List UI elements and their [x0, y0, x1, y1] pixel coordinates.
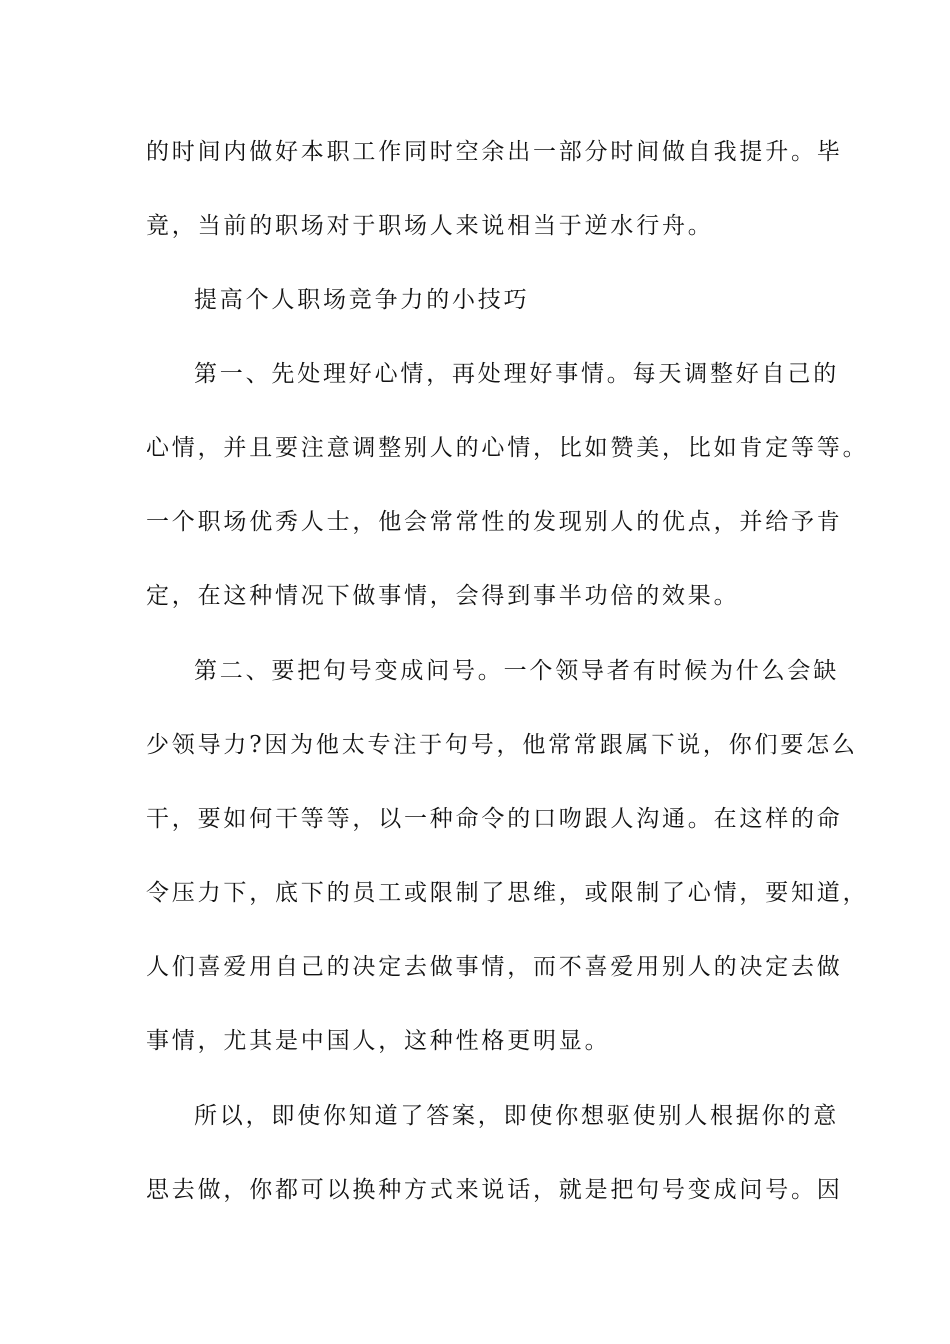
text-line: 令压力下，底下的员工或限制了思维，或限制了心情，要知道， [146, 880, 869, 906]
text-line: 思去做，你都可以换种方式来说话，就是把句号变成问号。因 [146, 1177, 843, 1203]
text-line: 事情，尤其是中国人，这种性格更明显。 [146, 1028, 611, 1054]
text-line: 一个职场优秀人士，他会常常性的发现别人的优点，并给予肯 [146, 509, 843, 535]
section-heading: 提高个人职场竞争力的小技巧 [194, 287, 530, 313]
text-line: 第一、先处理好心情，再处理好事情。每天调整好自己的 [194, 361, 839, 387]
text-line: 心情，并且要注意调整别人的心情，比如赞美，比如肯定等等。 [146, 435, 869, 461]
text-line: 竟，当前的职场对于职场人来说相当于逆水行舟。 [146, 213, 714, 239]
text-line: 的时间内做好本职工作同时空余出一部分时间做自我提升。毕 [146, 139, 843, 165]
text-line: 少领导力?因为他太专注于句号，他常常跟属下说，你们要怎么 [146, 732, 858, 758]
text-line: 第二、要把句号变成问号。一个领导者有时候为什么会缺 [194, 658, 839, 684]
text-line: 人们喜爱用自己的决定去做事情，而不喜爱用别人的决定去做 [146, 954, 843, 980]
text-line: 定，在这种情况下做事情，会得到事半功倍的效果。 [146, 583, 740, 609]
text-line: 干，要如何干等等，以一种命令的口吻跟人沟通。在这样的命 [146, 806, 843, 832]
text-line: 所以，即使你知道了答案，即使你想驱使别人根据你的意 [194, 1103, 839, 1129]
